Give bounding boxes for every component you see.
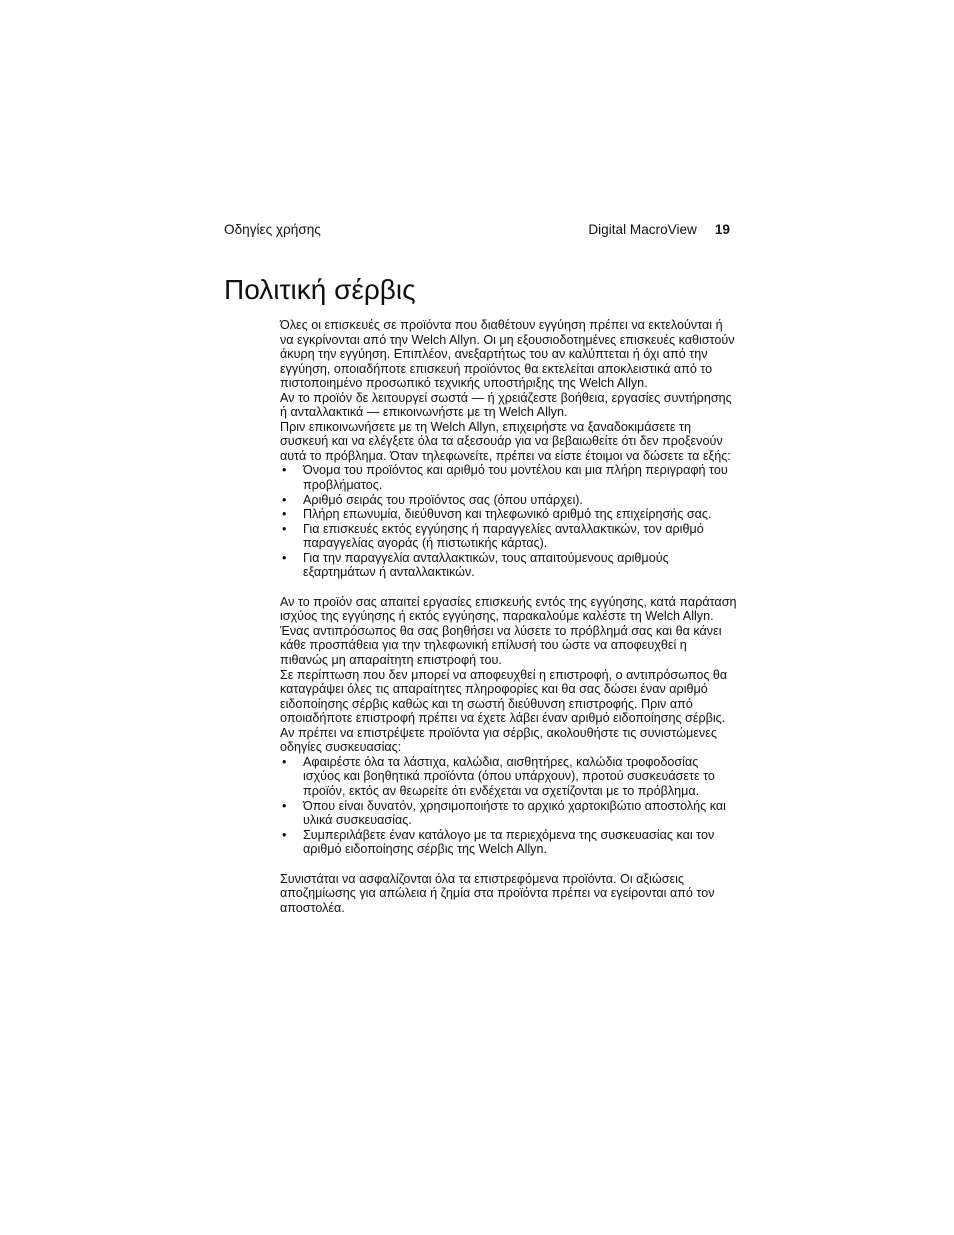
header-doc-title: Οδηγίες χρήσης: [224, 222, 321, 237]
list-item: [280, 551, 738, 580]
paragraph: Σε περίπτωση που δεν μπορεί να αποφευχθεί η επιστροφή, ο αντιπρόσωπος θα καταγράψει όλες τις απαραίτητες πληροφορίες και θα σας δώσει έναν αριθμό ειδοποίησης σέρβις καθώς και τη σωστή διεύθυνση επιστροφής. Πριν από οποιαδήποτε επιστροφή πρέπει να έχετε λάβει έναν αριθμό ειδοποίησης σέρβις.: [280, 667, 728, 726]
body-content: [280, 318, 738, 915]
list-item-text: Πλήρη επωνυμία, διεύθυνση και τηλεφωνικό αριθμό της επιχείρησής σας.: [303, 507, 712, 522]
header-product-name: Digital MacroView: [588, 222, 697, 237]
paragraph: Αν το προϊόν σας απαιτεί εργασίες επισκευής εντός της εγγύησης, κατά παράταση ισχύος της εγγύησης ή εκτός εγγύησης, παρακαλούμε καλέστε τη Welch Allyn. Ένας αντιπρόσωπος θα σας βοηθήσει να λύσετε το πρόβλημά σας και θα κάνει κάθε προσπάθεια για την τηλεφωνική επίλυσή του ώστε να αποφευχθεί η πιθανώς μη απαραίτητη επιστροφή του.: [280, 594, 737, 668]
bullet-icon: •: [282, 754, 287, 769]
list-item-text: Όνομα του προϊόντος και αριθμό του μοντέλου και μια πλήρη περιγραφή του προβλήματος.: [303, 463, 728, 493]
list-item-text: Για επισκευές εκτός εγγύησης ή παραγγελίες ανταλλακτικών, τον αριθμό παραγγελίας αγοράς (ή πιστωτικής κάρτας).: [303, 521, 704, 551]
list-item-text: Συμπεριλάβετε έναν κατάλογο με τα περιεχόμενα της συσκευασίας και τον αριθμό ειδοποίησης σέρβις της Welch Allyn.: [303, 827, 715, 857]
list-item-text: Για την παραγγελία ανταλλακτικών, τους απαιτούμενους αριθμούς εξαρτημάτων ή ανταλλακτικών.: [303, 550, 669, 580]
list-item: [280, 755, 738, 799]
list-item-text: Όπου είναι δυνατόν, χρησιμοποιήστε το αρχικό χαρτοκιβώτιο αποστολής και υλικά συσκευασίας.: [303, 798, 726, 828]
bullet-icon: •: [282, 798, 287, 813]
paragraph: Όλες οι επισκευές σε προϊόντα που διαθέτουν εγγύηση πρέπει να εκτελούνται ή να εγκρίνονται από την Welch Allyn. Οι μη εξουσιοδοτημένες επισκευές καθιστούν άκυρη την εγγύηση. Επιπλέον, ανεξαρτήτως του αν καλύπτεται ή όχι από την εγγύηση, οποιαδήποτε επισκευή προϊόντος θα εκτελείται αποκλειστικά από το πιστοποιημένο προσωπικό τεχνικής υποστήριξης της Welch Allyn.: [280, 318, 735, 391]
bullet-list: [280, 463, 738, 579]
bullet-icon: •: [282, 827, 287, 842]
list-item: [280, 507, 738, 522]
list-item: [280, 493, 738, 508]
list-item: [280, 463, 738, 492]
list-item: [280, 828, 738, 857]
paragraph: Αν το προϊόν δε λειτουργεί σωστά — ή χρειάζεστε βοήθεια, εργασίες συντήρησης ή ανταλλακτικά — επικοινωνήστε με τη Welch Allyn.: [280, 390, 732, 420]
bullet-icon: •: [282, 463, 287, 478]
bullet-icon: •: [282, 550, 287, 565]
list-item-text: Αφαιρέστε όλα τα λάστιχα, καλώδια, αισθητήρες, καλώδια τροφοδοσίας ισχύος και βοηθητικά προϊόντα (όπου υπάρχουν), προτού συσκευάσετε το προϊόν, εκτός αν θεωρείτε ότι ενδέχεται να σχετίζονται με το πρόβλημα.: [303, 754, 715, 798]
list-item: [280, 799, 738, 828]
paragraph: Αν πρέπει να επιστρέψετε προϊόντα για σέρβις, ακολουθήστε τις συνιστώμενες οδηγίες συσκευασίας:: [280, 725, 717, 755]
list-item: [280, 522, 738, 551]
page-header: [224, 221, 730, 239]
header-right: [588, 221, 730, 239]
bullet-icon: •: [282, 492, 287, 507]
page-title: Πολιτική σέρβις: [224, 274, 416, 305]
list-item-text: Αριθμό σειράς του προϊόντος σας (όπου υπάρχει).: [303, 492, 583, 507]
bullet-list: [280, 755, 738, 857]
paragraph: Πριν επικοινωνήσετε με τη Welch Allyn, επιχειρήστε να ξαναδοκιμάσετε τη συσκευή και να ελέγξετε όλα τα αξεσουάρ για να βεβαιωθείτε ότι δεν προξενούν αυτά το πρόβλημα. Όταν τηλεφωνείτε, πρέπει να είστε έτοιμοι να δώσετε τα εξής:: [280, 419, 731, 463]
paragraph: Συνιστάται να ασφαλίζονται όλα τα επιστρεφόμενα προϊόντα. Οι αξιώσεις αποζημίωσης για απώλεια ή ζημία στα προϊόντα πρέπει να εγείρονται από τον αποστολέα.: [280, 871, 715, 915]
page-number: 19: [714, 222, 730, 237]
bullet-icon: •: [282, 521, 287, 536]
spacer: [280, 857, 738, 872]
spacer: [280, 580, 738, 595]
bullet-icon: •: [282, 507, 287, 522]
